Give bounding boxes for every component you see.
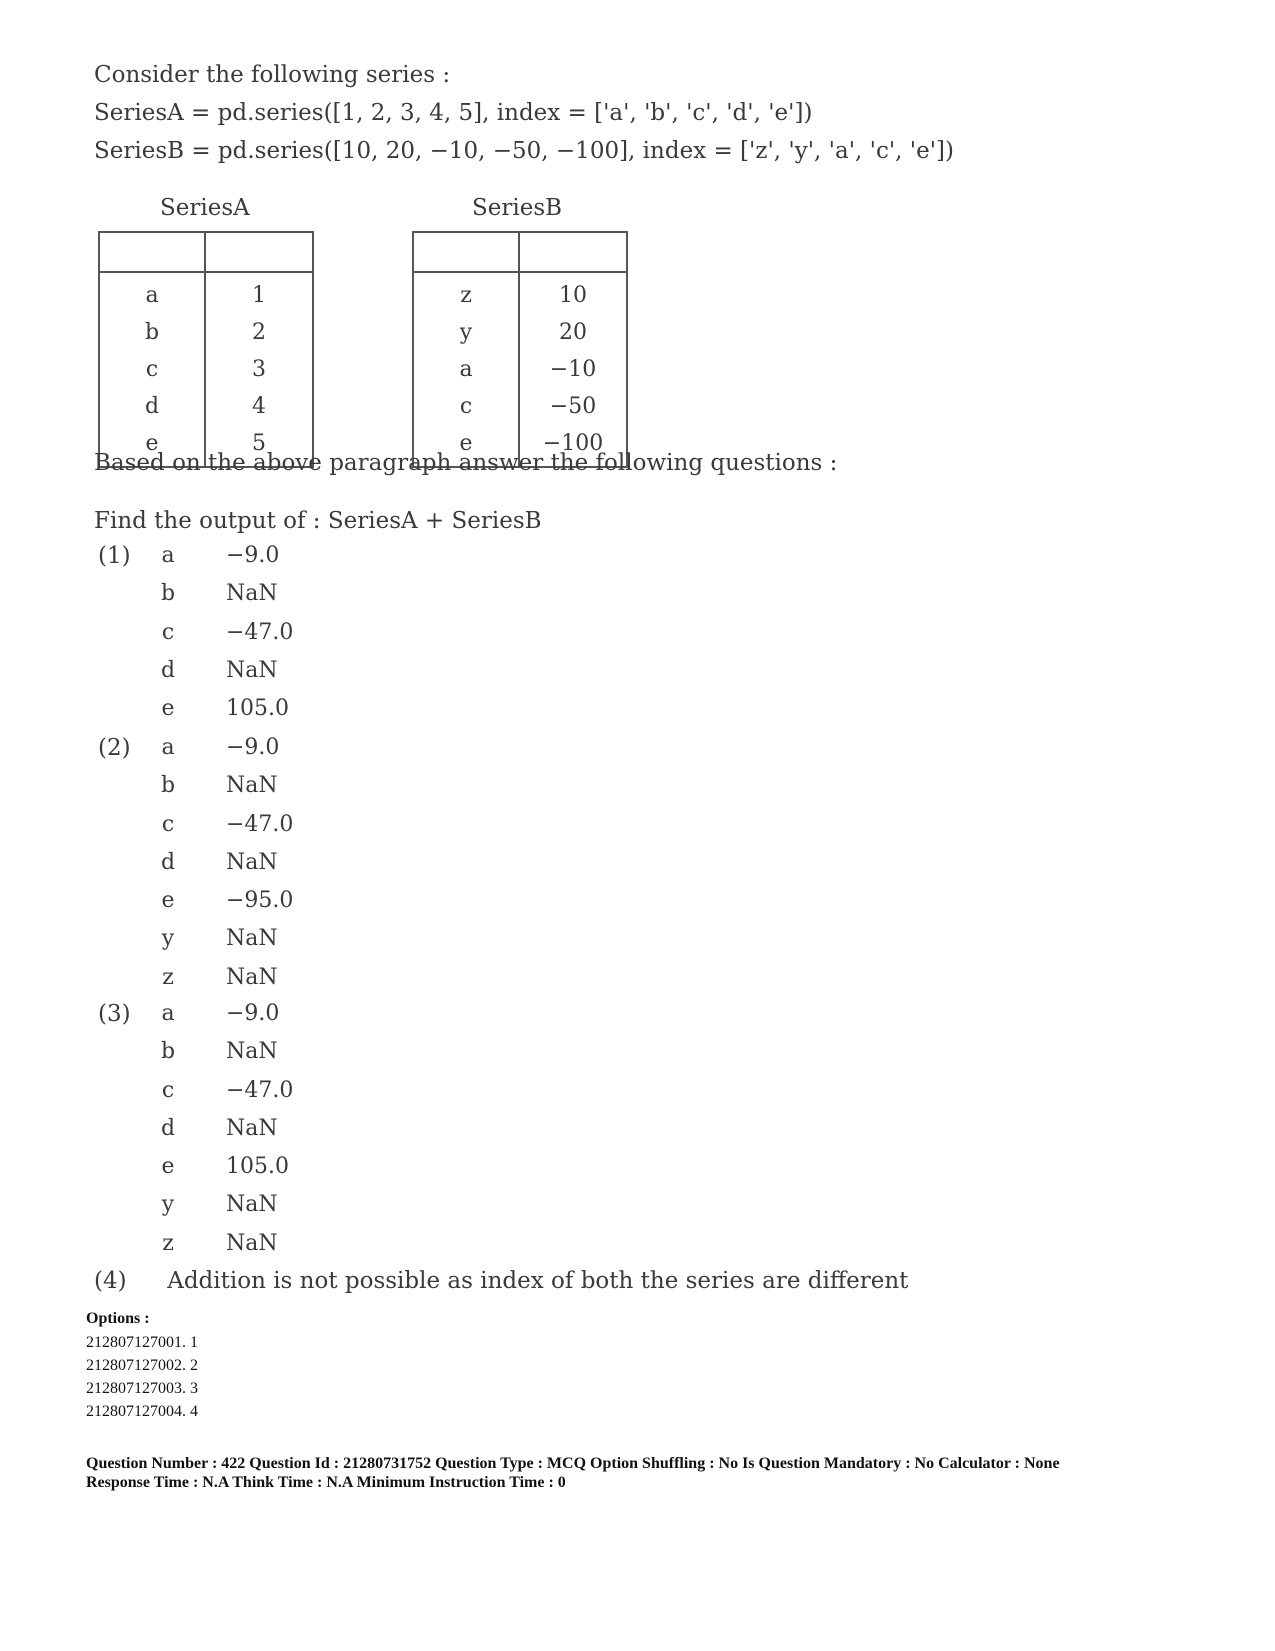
answer-row-index: a	[161, 543, 175, 568]
answer-row-index: a	[161, 735, 175, 760]
series-b-title: SeriesB	[472, 195, 563, 221]
answer-row-value: −9.0	[226, 735, 280, 760]
series-a-header	[100, 233, 312, 273]
answer-option-number: (2)	[98, 735, 131, 761]
answer-option-number: (1)	[98, 543, 131, 569]
answer-row-index: c	[161, 811, 175, 837]
table-cell: e	[459, 431, 473, 456]
answer-row-index: y	[161, 926, 175, 952]
option-id: 212807127004. 4	[86, 1403, 198, 1420]
table-cell: e	[145, 431, 159, 456]
intro-line-3: SeriesB = pd.series([10, 20, −10, −50, −100], index = ['z', 'y', 'a', 'c', 'e'])	[94, 138, 954, 164]
answer-row-value: NaN	[226, 926, 278, 952]
answer-row-value: NaN	[226, 773, 278, 799]
answer-row-value: −47.0	[226, 811, 294, 837]
question-meta-line-2: Response Time : N.A Think Time : N.A Minimum Instruction Time : 0	[86, 1474, 566, 1491]
table-cell: y	[459, 320, 473, 345]
answer-row-index: z	[162, 1230, 174, 1256]
table-cell: 4	[252, 394, 266, 419]
series-a-title: SeriesA	[160, 195, 250, 221]
table-cell: a	[145, 283, 159, 308]
answer-row-value: NaN	[226, 1039, 278, 1065]
option-id: 212807127001. 1	[86, 1334, 198, 1351]
answer-row-value: 105.0	[226, 1154, 289, 1180]
answer-row-index: e	[161, 696, 175, 722]
series-b-table	[412, 231, 628, 468]
answer-row-value: −9.0	[226, 1001, 280, 1026]
table-cell: c	[145, 357, 159, 382]
answer-row-index: y	[161, 1192, 175, 1218]
answer-row-value: NaN	[226, 964, 278, 990]
answer-row-index: b	[160, 581, 176, 607]
table-cell: 20	[559, 320, 587, 345]
series-b-header	[414, 233, 626, 273]
option-id: 212807127003. 3	[86, 1380, 198, 1397]
table-cell: 10	[559, 283, 587, 308]
answer-option-number: (3)	[98, 1001, 131, 1027]
question-text: Find the output of : SeriesA + SeriesB	[94, 508, 542, 534]
answer-row-index: e	[161, 1154, 175, 1180]
series-tables	[98, 195, 658, 457]
table-cell: −10	[549, 357, 597, 382]
answer-row-index: d	[160, 657, 176, 683]
table-cell: b	[144, 320, 160, 345]
answer-row-index: e	[161, 888, 175, 914]
answer-row-value: NaN	[226, 1115, 278, 1141]
answer-row-value: NaN	[226, 1192, 278, 1218]
answer-row-index: b	[160, 1039, 176, 1065]
option-id: 212807127002. 2	[86, 1357, 198, 1374]
intro-line-2: SeriesA = pd.series([1, 2, 3, 4, 5], index = ['a', 'b', 'c', 'd', 'e'])	[94, 100, 813, 126]
answer-option-number: (4)	[94, 1268, 127, 1294]
table-cell: 1	[252, 283, 266, 308]
answer-row-index: c	[161, 1077, 175, 1103]
table-cell: −50	[549, 394, 597, 419]
options-label: Options :	[86, 1310, 150, 1327]
table-cell: a	[459, 357, 473, 382]
table-cell: z	[460, 283, 472, 308]
answer-row-index: c	[161, 619, 175, 645]
series-b-index-col	[414, 273, 520, 466]
table-cell: c	[459, 394, 473, 419]
answer-row-value: −47.0	[226, 1077, 294, 1103]
question-meta-line-1: Question Number : 422 Question Id : 21280731752 Question Type : MCQ Option Shuffling : No Is Question Mandatory : No Calculator : None	[86, 1455, 1060, 1472]
series-a-table	[98, 231, 314, 468]
answer-row-index: d	[160, 1115, 176, 1141]
answer-row-value: NaN	[226, 1230, 278, 1256]
table-cell: 5	[252, 431, 266, 456]
answer-row-value: −47.0	[226, 619, 294, 645]
answer-row-index: b	[160, 773, 176, 799]
answer-row-index: d	[160, 849, 176, 875]
table-cell: 2	[252, 320, 266, 345]
table-cell: d	[144, 394, 160, 419]
series-b-value-col	[520, 273, 626, 466]
answer-row-value: NaN	[226, 657, 278, 683]
answer-row-value: 105.0	[226, 696, 289, 722]
series-a-value-col	[206, 273, 312, 466]
answer-row-value: NaN	[226, 849, 278, 875]
answer-row-value: −95.0	[226, 888, 294, 914]
answer-row-value: −9.0	[226, 543, 280, 568]
intro-line-1: Consider the following series :	[94, 62, 451, 88]
table-cell: −100	[542, 431, 604, 456]
answer-option-text: Addition is not possible as index of both the series are different	[167, 1268, 909, 1294]
answer-row-index: a	[161, 1001, 175, 1026]
answer-row-value: NaN	[226, 581, 278, 607]
answer-option-4	[94, 1268, 908, 1294]
table-cell: 3	[252, 357, 266, 382]
series-a-index-col	[100, 273, 206, 466]
answer-row-index: z	[162, 964, 174, 990]
paragraph-text: Based on the above paragraph answer the following questions :	[94, 450, 838, 476]
